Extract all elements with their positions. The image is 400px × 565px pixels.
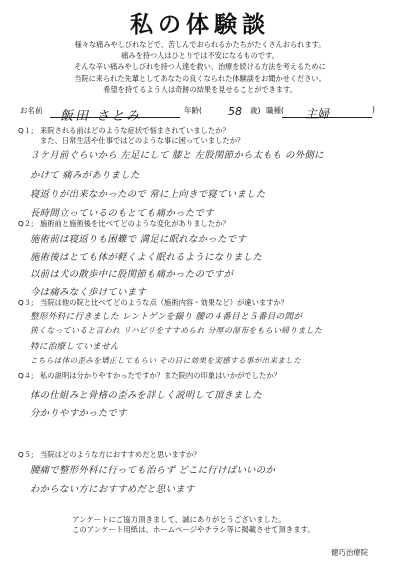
intro-line: 痛みを持つ人はひとりでは不安になるものです。 [121,51,279,61]
answer-line: 分かりやすかったです [30,408,127,419]
name-value: 飯田 さとみ [60,109,142,124]
job-value: 主婦 [305,107,330,121]
answer-line: ３ケ月前ぐらいから 左足にして 膝と 左股関節から太もも の外側に [30,150,324,161]
answer-line: 特に治療していません [30,342,119,352]
answer-line: 施術後はとても体が軽くよく眠れるようになりました [30,252,263,263]
footer-line: このアンケート用紙は、ホームページやチラシ等に掲載させて頂きます。 [72,525,315,534]
name-underline [50,117,180,118]
question-text: 当院はどのような方におすすめだと思いますか？ [40,450,201,459]
answer-line: 狭くなっていると言われ リハビリをすすめられ 分厚の湿布をもらい帰りました [30,326,323,335]
question-label: Q３; [18,298,34,307]
footer-text [72,515,315,535]
answer-line: 長時間立っているのもとても痛かったです [30,208,214,219]
question-text: 私の説明は分かりやすかったですか？また院内の印象はいかがでしたか？ [40,371,281,380]
question-text: また、日常生活や仕事ではどのような事に困っていましたか？ [40,136,245,145]
answer-line: 寝返りが出来なかったので 常に上向きで寝ていました [30,189,266,200]
intro-line: そんな辛い痛みやしびれを持つ人達を救い、治療を続ける方法を考えるために [74,62,326,72]
clinic-name: 健巧治療院 [331,548,368,557]
profile-row [20,102,380,124]
page-title: 私の体験談 [130,11,270,38]
question-label: Q１; [18,126,34,135]
question-text: 当院は他の院と比べてどのような点（施術内容・効果など）が違いますか？ [40,298,289,307]
question-label: Q２; [18,219,34,228]
answer-line: 施術前は寝返りも困難で 満足に眠れなかったです [30,234,247,245]
age-label: 年齢( [184,106,202,115]
answer-line: 今は痛みなく歩けています [30,287,147,298]
job-label: 職種( [266,106,284,115]
intro-line: 様々な痛みやしびれなどで、苦しんでおられるかたちがたくさんおられます。 [74,40,326,49]
name-label: お名前 [20,106,43,115]
intro-text [20,39,380,95]
answer-line: 体の仕組みと骨格の歪みを詳しく説明して頂きました [30,390,263,401]
question-label: Q４; [18,371,34,380]
intro-line: 当院に来られた先輩としてあなたの良くなられた体験談をお聞かせください。 [74,73,326,83]
age-suffix: 歳) [250,106,261,115]
answer-line: 腰痛で整形外科に行っても治らず どこに行けばいいのか [30,465,276,476]
question-text: 施術前と施術後を比べてどのような変化がありましたか？ [40,219,230,228]
question-label: Q５; [18,450,34,459]
answer-line: かけて 痛みがありました [30,170,140,181]
age-value: 58 [228,105,242,118]
answer-line: こちらは体の歪みを矯正してもらい その日に効果を実感する事が出来ました [30,356,302,365]
answer-line: わからない方におすすめだと思います [30,484,195,495]
footer-line: アンケートにご協力頂きまして、誠にありがとうございました。 [72,515,286,524]
job-underline [282,117,372,118]
intro-line: 希望を持てるよう人は奇跡の結果を見せることができます。 [103,84,297,94]
answer-line: 以前は犬の散歩中に股関節も痛かったのですが [30,269,234,280]
answer-line: 整形外科に行きました レントゲンを撮り 腰の４番目と５番目の間が [30,312,303,322]
job-suffix: ) [372,105,375,114]
question-text: 来院される前はどのような症状で悩まされていましたか？ [40,126,230,135]
